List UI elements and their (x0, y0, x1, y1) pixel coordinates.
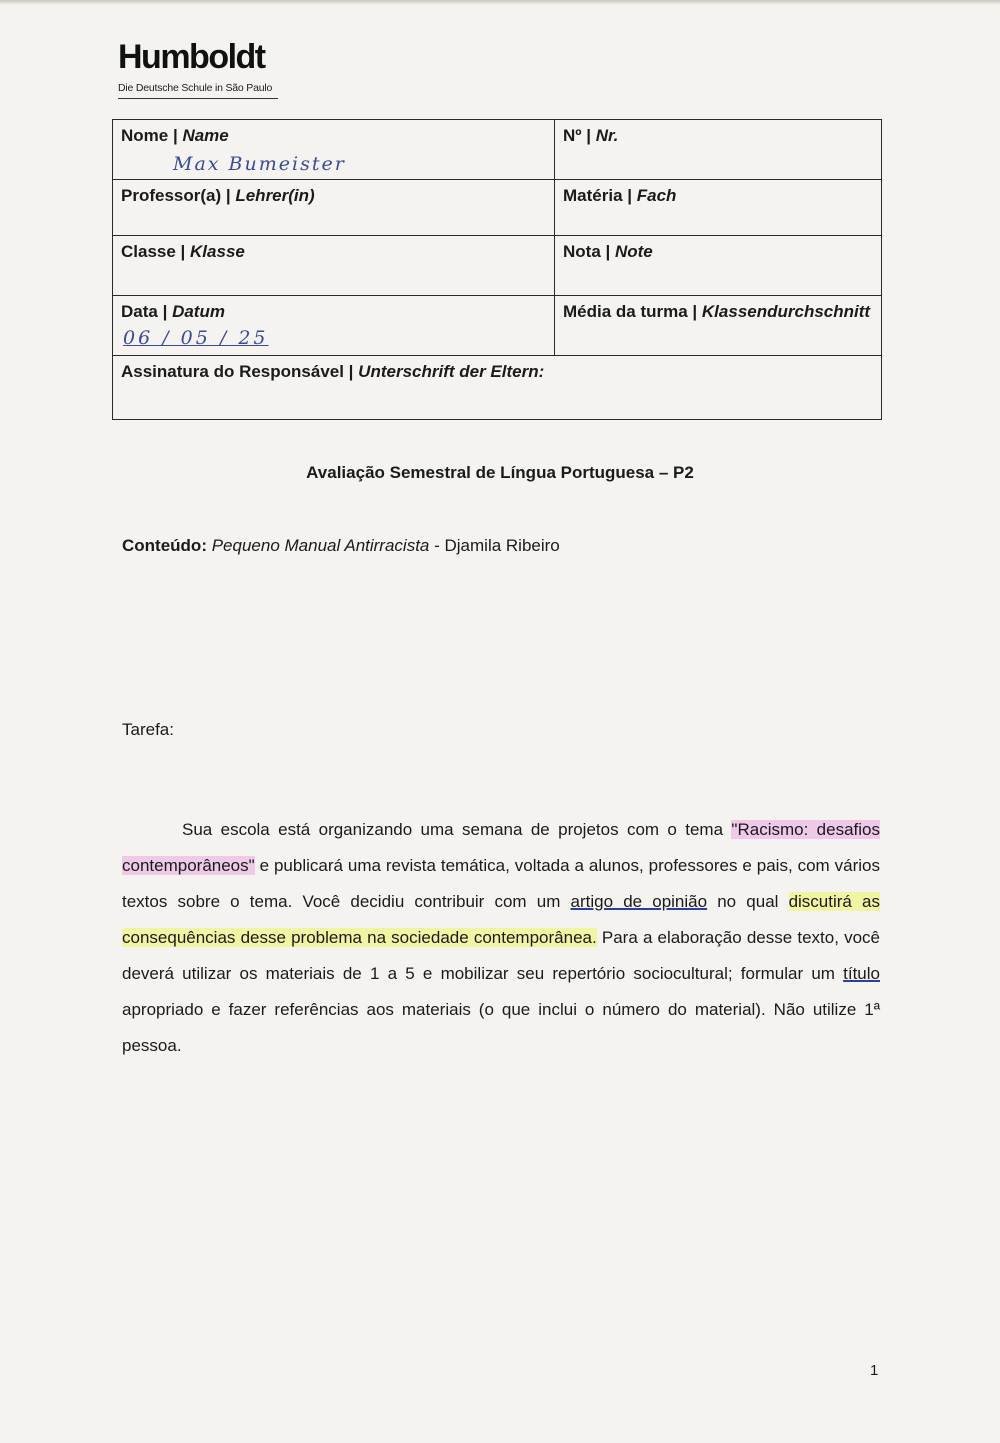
date-label-de: Datum (172, 302, 225, 321)
subject-label: Matéria | (563, 186, 637, 205)
underlined-title: título (843, 964, 880, 983)
subject-cell[interactable] (555, 180, 882, 236)
handwritten-date: 06 / 05 / 25 (123, 327, 269, 349)
grade-cell[interactable] (555, 236, 882, 296)
task-paragraph (122, 812, 880, 1064)
task-text-part: Para a elaboração desse texto, você deverá utilizar os materiais de 1 a 5 e mobilizar seu repertório sociocultural; formular um (122, 928, 880, 983)
name-cell[interactable] (113, 120, 555, 180)
student-info-form (112, 119, 882, 420)
underlined-genre: artigo de opinião (570, 892, 708, 911)
signature-label-de: Unterschrift der Eltern: (358, 362, 545, 381)
date-label: Data | (121, 302, 173, 321)
task-text-part: no qual (707, 892, 789, 911)
page-number: 1 (870, 1362, 879, 1379)
exam-title: Avaliação Semestral de Língua Portuguesa – P2 (306, 463, 694, 482)
grade-label: Nota | (563, 242, 615, 261)
signature-label: Assinatura do Responsável | (121, 362, 359, 381)
school-logo (118, 38, 278, 99)
logo-wordmark: Humboldt (118, 38, 265, 76)
task-text-part: apropriado e fazer referências aos materiais (o que inclui o número do material). Não utilize 1ª pessoa. (122, 1000, 880, 1055)
class-average-cell[interactable] (555, 296, 882, 356)
subject-label-de: Fach (636, 186, 677, 205)
book-title: Pequeno Manual Antirracista (211, 536, 430, 555)
handwritten-name: Max Bumeister (173, 153, 346, 175)
number-label: Nº | (563, 126, 596, 145)
page-edge-shadow (0, 0, 1000, 5)
teacher-label-de: Lehrer(in) (235, 186, 315, 205)
task-label: Tarefa: (122, 720, 174, 739)
class-cell[interactable] (113, 236, 555, 296)
teacher-label: Professor(a) | (121, 186, 236, 205)
content-label: Conteúdo: (122, 536, 207, 555)
name-label-de: Name (182, 126, 229, 145)
logo-subtitle: Die Deutsche Schule in São Paulo (118, 82, 273, 94)
number-label-de: Nr. (595, 126, 619, 145)
grade-label-de: Note (614, 242, 653, 261)
highlighted-theme: "Racismo: desafios contemporâneos" (122, 820, 880, 875)
highlighted-focus: discutirá as consequências desse problema na sociedade contemporânea. (122, 892, 880, 947)
signature-cell[interactable] (113, 356, 882, 420)
date-cell[interactable] (113, 296, 555, 356)
teacher-cell[interactable] (113, 180, 555, 236)
book-author: - Djamila Ribeiro (429, 536, 560, 555)
class-label-de: Klasse (190, 242, 245, 261)
task-text-part: Sua escola está organizando uma semana de projetos com o tema (182, 820, 732, 839)
task-text-part: e publicará uma revista temática, voltada a alunos, professores e pais, com vários textos sobre o tema. Você decidiu contribuir com um (122, 856, 880, 911)
number-cell[interactable] (555, 120, 882, 180)
name-label: Nome | (121, 126, 183, 145)
class-average-label: Média da turma | (563, 302, 702, 321)
content-line (122, 536, 560, 556)
class-label: Classe | (121, 242, 191, 261)
logo-underline (118, 98, 278, 99)
class-average-label-de: Klassendurchschnitt (701, 302, 871, 321)
